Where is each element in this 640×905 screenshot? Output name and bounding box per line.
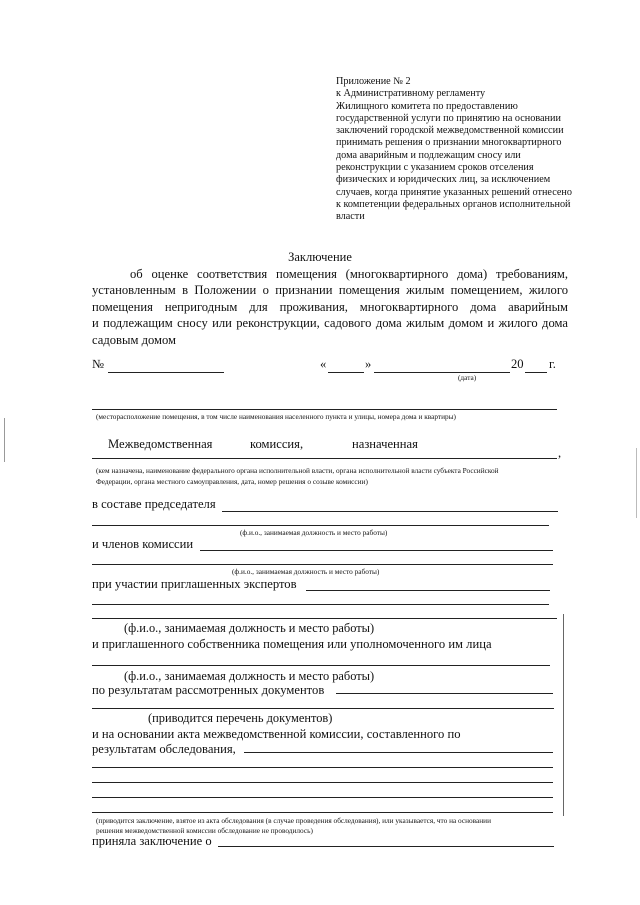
members-label: и членов комиссии [92,537,194,551]
date-caption: (дата) [458,373,477,382]
commission-caption: Федерации, органа местного самоуправления, дата, номер решения о созыве комиссии) [96,477,368,486]
appendix-line: к Административному регламенту [336,88,486,100]
subject-line: об оценке соответствия помещения (многоквартирного дома) требованиям, [130,267,568,281]
members-field[interactable] [200,550,553,551]
owner-label: и приглашенного собственника помещения или уполномоченного им лица [92,637,492,651]
appendix-line: к компетенции федеральных органов исполнительной [336,198,571,210]
number-field[interactable] [108,372,224,373]
documents-label: по результатам рассмотренных документов [92,683,325,697]
experts-label: при участии приглашенных экспертов [92,577,297,591]
commission-word: назначенная [352,437,418,451]
year-suffix: г. [549,357,556,371]
chairman-label: в составе председателя [92,497,216,511]
act-field-5[interactable] [92,812,553,813]
appendix-line: государственной услуги по принятию на основании [336,112,561,124]
act-field-4[interactable] [92,797,553,798]
act-field[interactable] [244,752,553,753]
chairman-field-2[interactable] [92,525,549,526]
documents-field-2[interactable] [92,708,554,709]
appendix-line: физических и юридических лиц, за исключением [336,174,551,186]
experts-field-3[interactable] [92,618,557,619]
appendix-heading [336,76,626,224]
subject-line: помещения непригодным для проживания, многоквартирного дома аварийным [92,299,568,314]
documents-caption: (приводится перечень документов) [148,711,333,725]
appendix-line: Приложение № 2 [336,76,411,87]
chairman-field[interactable] [222,511,558,512]
experts-field[interactable] [306,590,550,591]
location-caption: (месторасположение помещения, в том числе наименования населенного пункта и улицы, номера дома и квартиры) [96,412,456,421]
conclusion-label: приняла заключение о [92,834,212,848]
commission-caption: (кем назначена, наименование федерального органа исполнительной власти, органа исполнительной власти субъекта Российской [96,466,499,475]
appendix-line: случаев, когда принятие указанных решений отнесено [336,186,572,198]
appendix-line: власти [336,211,365,223]
commission-comma: , [558,446,562,460]
act-line: и на основании акта межведомственной комиссии, составленного по [92,727,461,741]
chairman-caption: (ф.и.о., занимаемая должность и место работы) [240,528,388,537]
quote-open: « [320,357,327,371]
document-subject [92,266,568,348]
footer-caption: решения межведомственной комиссии обследование не проводилось) [96,826,313,835]
number-label: № [92,357,105,371]
scan-margin-mark [4,418,5,462]
subject-line: и подлежащим сносу или реконструкции, садового дома жилым домом и жилого дома [92,316,568,331]
commission-field[interactable] [92,458,557,459]
subject-line: садовым домом [92,332,177,347]
footer-caption: (приводится заключение, взятое из акта обследования (в случае проведения обследования), или указывается, что на основании [96,816,491,825]
appendix-line: принимать решения о признании многоквартирного [336,137,562,149]
experts-caption: (ф.и.о., занимаемая должность и место работы) [124,621,375,635]
document-title: Заключение [288,250,352,264]
conclusion-field[interactable] [218,846,554,847]
year-prefix: 20 [511,357,524,371]
quote-close: » [365,357,372,371]
experts-field-2[interactable] [92,604,549,605]
owner-field[interactable] [92,665,550,666]
act-line: результатам обследования, [92,742,236,756]
owner-caption: (ф.и.о., занимаемая должность и место работы) [124,669,375,683]
members-caption: (ф.и.о., занимаемая должность и место работы) [232,567,380,576]
members-field-2[interactable] [92,564,553,565]
appendix-line: заключений городской межведомственной комиссии [336,125,564,137]
commission-word: комиссия, [250,437,304,451]
appendix-line: Жилищного комитета по предоставлению [336,100,518,112]
month-field[interactable] [374,372,510,373]
scan-edge-line [563,614,564,816]
act-field-3[interactable] [92,782,553,783]
subject-line: установленным в Положении о признании помещения жилым помещением, жилого [92,283,568,298]
location-field[interactable] [92,409,557,410]
documents-field[interactable] [336,693,553,694]
scan-margin-mark [636,448,637,518]
year-field[interactable] [525,372,547,373]
appendix-line: дома аварийным и подлежащим сносу или [336,149,521,161]
commission-word: Межведомственная [108,437,213,451]
act-field-2[interactable] [92,767,553,768]
appendix-line: реконструкции с указанием сроков отселения [336,162,534,174]
day-field[interactable] [328,372,364,373]
